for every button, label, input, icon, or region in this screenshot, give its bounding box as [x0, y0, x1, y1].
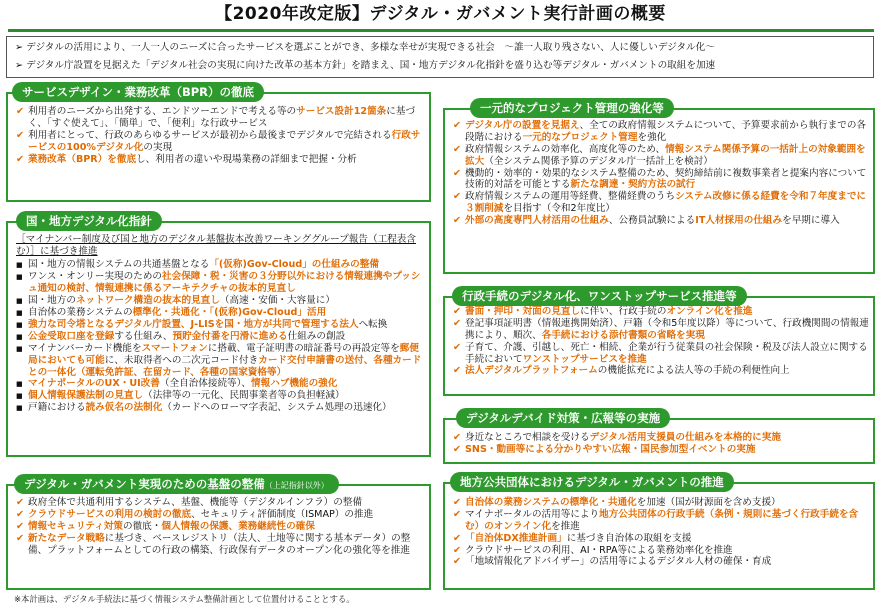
- text-segment: 、全ての政府情報システムについて、予算要求前から執行までの各段階における: [465, 120, 867, 143]
- square-bullet-icon: ■: [16, 320, 23, 329]
- text-segment: 利用者にとって、行政のあらゆるサービスが最初から最後までデジタルで完結される: [28, 129, 392, 141]
- highlight-text: 法人デジタルプラットフォーム: [465, 365, 598, 377]
- text-segment: マイナンバーカード機能を: [28, 342, 142, 354]
- list-item-text: [28, 154, 425, 166]
- highlight-text: 標準化・共通化・「(仮称)Gov-Cloud」活用: [132, 306, 327, 318]
- square-bullet-icon: ■: [16, 273, 23, 281]
- square-bullet-icon: ■: [16, 296, 23, 305]
- highlight-text: 新たな調達・契約方法の試行: [570, 179, 696, 191]
- text-segment: 子育て、介護、引越し、死亡・相続、企業が行う従業員の社会保険・税及び法人設立に関する手続において: [465, 341, 868, 365]
- list-item: [453, 432, 869, 444]
- intro-line-2: ➢ デジタル庁設置を見据えた「デジタル社会の実現に向けた改革の基本方針」を踏まえ、国・地方デジタル化指針を盛り込む等デジタル・ガバメントの取組を加速: [15, 60, 716, 71]
- text-segment: に基づき、ベースレジストリ（法人、土地等に関する基本データ）の整備、プラットフォームとしての行政の構築、行政保有データのオープン化の強化等を推進: [28, 532, 411, 556]
- text-segment: 、公務員試験による: [608, 215, 696, 227]
- check-icon: ✔: [453, 120, 462, 131]
- list-item: [16, 521, 425, 533]
- text-segment: 自治体の業務システムの: [28, 306, 133, 318]
- list-item-text: [465, 533, 869, 545]
- list-item-text: [28, 521, 425, 533]
- square-bullet-icon: ■: [16, 308, 23, 317]
- list-item: [453, 306, 869, 318]
- text-segment: 政府情報システムの運用等経費、整備経費のうち: [465, 191, 676, 203]
- list-item-text: [465, 342, 869, 366]
- highlight-text: 情報ハブ機能の強化: [251, 378, 338, 390]
- list-item-text: [28, 402, 425, 414]
- text-segment: に、未取得者への二次元コード付き: [104, 354, 259, 366]
- list-item: [16, 402, 425, 414]
- arrow-icon: ➢: [15, 42, 24, 53]
- highlight-text: クラウドサービスの利用の検討の徹底: [28, 508, 192, 520]
- check-icon: ✔: [453, 365, 462, 377]
- highlight-text: 強力な司令塔となるデジタル庁設置、J-LISを国・地方が共同で管理する法人: [28, 318, 359, 330]
- check-icon: ✔: [453, 432, 462, 443]
- text-segment: に基づく、「すぐ使えて」、「簡単」で、「便利」な行政サービス: [28, 106, 416, 129]
- title-underline: [8, 29, 874, 32]
- list-item-text: [28, 259, 425, 271]
- check-icon: ✔: [453, 497, 462, 508]
- text-segment: の機能拡充による法人等の手続の利便性向上: [597, 365, 790, 377]
- list-item-text: [465, 318, 869, 342]
- check-icon: ✔: [16, 532, 25, 544]
- highlight-text: ネットワーク構造の抜本的見直し: [75, 294, 220, 306]
- text-segment: に搭載、電子証明書の暗証番号の再設定等を: [207, 342, 400, 354]
- highlight-text: デジタル活用支援員の仕組みを本格的に実施: [589, 432, 781, 443]
- text-segment: へ転換: [358, 318, 388, 330]
- highlight-text: 「自治体DX推進計画」: [465, 532, 567, 544]
- list-item-text: [465, 306, 869, 318]
- list-item-text: [465, 144, 869, 168]
- list-item-text: [28, 390, 425, 402]
- highlight-text: オンライン化を推進: [666, 306, 753, 317]
- list-item: [453, 365, 869, 377]
- list-item-text: [28, 343, 425, 379]
- pm-header: 一元的なプロジェクト管理の強化等: [470, 98, 674, 118]
- list-item: [453, 509, 869, 533]
- check-icon: ✔: [453, 508, 462, 520]
- page-title: 【2020年改定版】デジタル・ガバメント実行計画の概要: [215, 4, 666, 24]
- highlight-text: マイナポータルのUX・UI改善: [28, 378, 160, 390]
- intro-line-1: ➢ デジタルの活用により、一人一人のニーズに合ったサービスを選ぶことができ、多様な幸せが実現できる社会 ～誰一人取り残さない、人に優しいデジタル化～: [15, 42, 715, 53]
- list-item: [453, 144, 869, 168]
- guideline-list: [6, 259, 431, 414]
- highlight-text: デジタル庁の設置を見据え: [465, 120, 580, 131]
- text-segment: （法律等の一元化、民間事業者等の負担軽減）: [143, 390, 345, 402]
- highlight-text: 各手続における添付書類の省略を実現: [541, 329, 705, 341]
- list-item: [453, 533, 869, 545]
- list-item: [453, 342, 869, 366]
- text-segment: に伴い、行政手続の: [580, 306, 667, 317]
- square-bullet-icon: ■: [16, 344, 23, 353]
- highlight-text: 公金受取口座を登録: [28, 330, 115, 342]
- text-segment: ワンス・オンリー実現のための: [28, 271, 163, 282]
- square-bullet-icon: ■: [16, 380, 23, 389]
- list-item: [453, 215, 869, 227]
- highlight-text: 情報セキュリティ対策: [28, 520, 123, 532]
- highlight-text: システム改修に係る経費を令和７年度までに３割削減: [465, 191, 867, 215]
- check-icon: ✔: [453, 191, 462, 203]
- list-item: [453, 497, 869, 509]
- list-item-text: [465, 120, 869, 144]
- check-icon: ✔: [453, 341, 462, 353]
- text-segment: する仕組み、: [114, 330, 173, 342]
- list-item: [16, 130, 425, 154]
- list-item: [453, 318, 869, 342]
- list-item: [453, 556, 869, 568]
- square-bullet-icon: ■: [16, 392, 23, 401]
- highlight-text: 新たなデータ戦略: [28, 532, 105, 544]
- list-item-text: [28, 106, 425, 130]
- highlight-text: IT人材採用の仕組み: [695, 215, 783, 227]
- text-segment: （高速・安価・大容量に）: [219, 294, 335, 306]
- check-icon: ✔: [453, 443, 462, 455]
- list-item: [453, 545, 869, 557]
- text-segment: 国・地方の: [28, 294, 76, 306]
- list-item-text: [28, 319, 425, 331]
- text-segment: 身近なところで相談を受ける: [465, 432, 590, 443]
- list-item: [16, 154, 425, 166]
- highlight-text: 読み仮名の法制化: [85, 402, 163, 414]
- text-segment: を加速（国が財源面を含め支援）: [636, 497, 781, 508]
- check-icon: ✔: [453, 167, 462, 179]
- list-item-text: [28, 307, 425, 319]
- list-item: [453, 168, 869, 192]
- text-segment: を強化: [637, 131, 667, 143]
- guideline-lead: ［マイナンバー制度及び国と地方のデジタル基盤抜本改善ワーキンググループ報告（工程表含む）］に基づき推進: [16, 234, 416, 257]
- highlight-text: 業務改革（BPR）を徹底: [28, 153, 137, 165]
- list-item-text: [28, 331, 425, 343]
- list-item-text: [28, 533, 425, 557]
- check-icon: ✔: [453, 215, 462, 227]
- list-item-text: [28, 378, 425, 390]
- list-item-text: [28, 130, 425, 154]
- check-icon: ✔: [16, 520, 25, 532]
- text-segment: 登記事項証明書（情報連携開始済）、戸籍（令和5年度以降）等について、行政機関間の情報連携により、順次、: [465, 317, 869, 341]
- list-item-text: [465, 215, 869, 227]
- text-segment: マイナポータルの活用等により: [465, 508, 600, 520]
- list-item-text: [28, 497, 425, 509]
- check-icon: ✔: [16, 129, 25, 141]
- highlight-text: 外部の高度専門人材活用の仕組み: [465, 215, 609, 227]
- check-icon: ✔: [453, 143, 462, 155]
- square-bullet-icon: ■: [16, 332, 23, 341]
- infra-list: [6, 497, 431, 556]
- list-item-text: [28, 271, 425, 295]
- check-icon: ✔: [16, 106, 25, 117]
- highlight-text: 個人情報保護法制の見直し: [28, 390, 144, 402]
- highlight-text: カード交付申請書の送付、各種カードとの一体化（運転免許証、在留カード、各種の国家資格等）: [28, 354, 422, 378]
- local-header: 地方公共団体におけるデジタル・ガバメントの推進: [450, 472, 734, 492]
- highlight-text: SNS・動画等による分かりやすい広報・国民参加型イベントの実施: [465, 443, 756, 455]
- list-item: [16, 295, 425, 307]
- arrow-icon: ➢: [15, 60, 24, 71]
- text-segment: 政府全体で共通利用するシステム、基盤、機能等（デジタルインフラ）の整備: [28, 497, 363, 508]
- list-item: [16, 319, 425, 331]
- check-icon: ✔: [453, 532, 462, 544]
- text-segment: 政府情報システムの効率化、高度化等のため、: [465, 143, 666, 155]
- list-item: [453, 191, 869, 215]
- list-item: [453, 444, 869, 456]
- check-icon: ✔: [453, 556, 462, 568]
- text-segment: を推進: [551, 520, 580, 532]
- list-item: [16, 307, 425, 319]
- highlight-text: 一元的なプロジェクト管理: [522, 131, 638, 143]
- text-segment: に基づき自治体の取組を支援: [566, 532, 692, 544]
- intro-box: [6, 36, 874, 78]
- text-segment: 「地域情報化アドバイザー」の活用等によるデジタル人材の確保・育成: [465, 556, 772, 568]
- text-segment: を目指す（令和2年度比）: [503, 203, 616, 215]
- guideline-header: 国・地方デジタル化指針: [16, 211, 162, 231]
- check-icon: ✔: [453, 544, 462, 556]
- list-item-text: [28, 295, 425, 307]
- list-item-text: [465, 191, 869, 215]
- list-item-text: [465, 365, 869, 377]
- highlight-text: 個人情報の保護、業務継続性の確保: [161, 520, 315, 532]
- text-segment: を早期に導入: [782, 215, 840, 227]
- list-item: [16, 259, 425, 271]
- list-item: [16, 497, 425, 509]
- infra-header: デジタル・ガバメント実現のための基盤の整備（上記指針以外）: [14, 474, 339, 494]
- list-item: [16, 533, 425, 557]
- highlight-text: ワンストップサービスを推進: [522, 353, 647, 365]
- text-segment: 、セキュリティ評価制度（ISMAP）の推進: [191, 508, 374, 520]
- bpr-list: [6, 106, 431, 165]
- list-item: [16, 106, 425, 130]
- highlight-text: 「(仮称)Gov-Cloud」の仕組みの整備: [209, 259, 379, 270]
- list-item-text: [465, 545, 869, 557]
- text-segment: 機動的・効率的・効果的なシステム整備のため、契約締結前に複数事業者と提案内容について技術的対話を可能とする: [465, 167, 867, 191]
- bpr-header: サービスデザイン・業務改革（BPR）の徹底: [12, 82, 264, 102]
- list-item-text: [28, 509, 425, 521]
- text-segment: の実現: [143, 141, 173, 153]
- pm-list: [443, 120, 875, 227]
- text-segment: の徹底・: [122, 520, 162, 532]
- text-segment: （全システム関係予算のデジタル庁一括計上を検討）: [484, 155, 713, 167]
- divide-list: [443, 432, 875, 456]
- highlight-text: 預貯金付番を円滑に進める: [172, 330, 288, 342]
- list-item-text: [465, 556, 869, 568]
- onestop-header: 行政手続のデジタル化、ワンストップサービス推進等: [452, 286, 747, 306]
- text-segment: 国・地方の情報システムの共通基盤となる: [28, 259, 210, 270]
- text-segment: クラウドサービスの利用、AI・RPA等による業務効率化を推進: [465, 544, 733, 556]
- list-item: [16, 378, 425, 390]
- onestop-list: [443, 306, 875, 377]
- list-item: [16, 509, 425, 521]
- check-icon: ✔: [453, 306, 462, 317]
- list-item: [16, 390, 425, 402]
- highlight-text: サービス設計12箇条: [296, 106, 387, 117]
- highlight-text: 社会保障・税・災害の３分野以外における情報連携やプッシュ通知の検討、情報連携に係るアーキテクチャの抜本的見直し: [28, 271, 421, 294]
- square-bullet-icon: ■: [16, 404, 23, 413]
- text-segment: 仕組みの創設: [287, 330, 346, 342]
- text-segment: 利用者のニーズから出発する、エンドツーエンドで考える等の: [28, 106, 297, 117]
- square-bullet-icon: ■: [16, 261, 23, 269]
- footnote: ※本計画は、デジタル手続法に基づく情報システム整備計画として位置付けることとする。: [14, 594, 355, 604]
- divide-header: デジタルデバイド対策・広報等の実施: [456, 408, 670, 428]
- list-item: [453, 120, 869, 144]
- list-item-text: [465, 432, 869, 444]
- highlight-text: 行政サービスの100%デジタル化: [28, 129, 421, 153]
- list-item: [16, 271, 425, 295]
- highlight-text: 郵便局においても可能: [28, 342, 419, 366]
- text-segment: （カードへのローマ字表記、システム処理の迅速化）: [162, 402, 392, 414]
- list-item-text: [465, 509, 869, 533]
- highlight-text: 情報システム関係予算の一括計上の対象範囲を拡大: [465, 143, 866, 167]
- check-icon: ✔: [16, 153, 25, 165]
- check-icon: ✔: [16, 508, 25, 520]
- text-segment: し、利用者の違いや現場業務の詳細まで把握・分析: [136, 153, 357, 165]
- text-segment: 戸籍における: [28, 402, 86, 414]
- list-item-text: [465, 168, 869, 192]
- check-icon: ✔: [453, 317, 462, 329]
- list-item: [16, 343, 425, 379]
- check-icon: ✔: [16, 497, 25, 508]
- highlight-text: スマートフォン: [141, 342, 208, 354]
- highlight-text: 地方公共団体の行政手続（条例・規則に基づく行政手続を含む）のオンライン化: [465, 508, 859, 532]
- list-item-text: [465, 497, 869, 509]
- list-item-text: [465, 444, 869, 456]
- highlight-text: 書面・押印・対面の見直し: [465, 306, 581, 317]
- highlight-text: 自治体の業務システムの標準化・共通化: [465, 497, 637, 508]
- text-segment: （全自治体接続等）、: [159, 378, 252, 390]
- local-list: [443, 497, 875, 568]
- list-item: [16, 331, 425, 343]
